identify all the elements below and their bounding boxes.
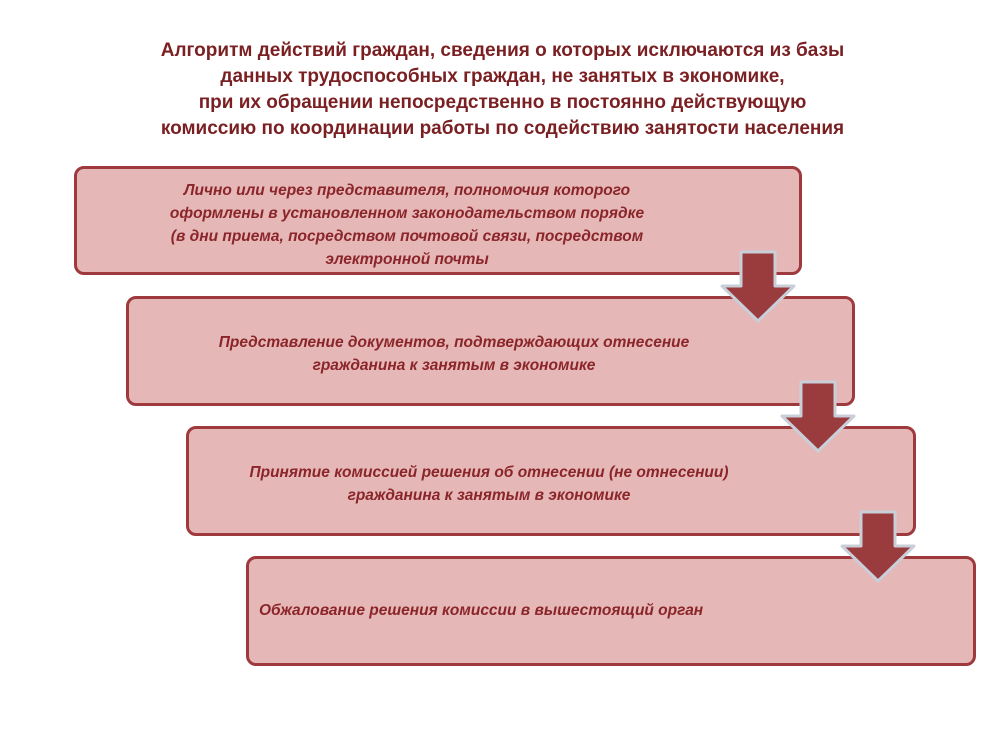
step-text bbox=[259, 599, 703, 622]
step-text bbox=[129, 331, 779, 377]
step-text-line: гражданина к занятым в экономике bbox=[347, 487, 631, 504]
title-line: Алгоритм действий граждан, сведения о которых исключаются из базы bbox=[160, 40, 845, 61]
down-arrow-icon bbox=[779, 380, 857, 454]
step-text-line: Представление документов, подтверждающих отнесение bbox=[218, 334, 690, 351]
step-text-line: электронной почты bbox=[325, 251, 489, 268]
step-text-line: Принятие комиссией решения об отнесении (не отнесении) bbox=[249, 464, 729, 481]
title-line: комиссию по координации работы по содействию занятости населения bbox=[160, 118, 845, 139]
title-line: данных трудоспособных граждан, не занятых в экономике, bbox=[220, 66, 785, 87]
down-arrow-icon bbox=[719, 250, 797, 324]
step-text bbox=[77, 179, 737, 271]
step-text-line: Обжалование решения комиссии в вышестоящий орган bbox=[259, 602, 704, 619]
down-arrow-icon bbox=[839, 510, 917, 584]
diagram-title bbox=[20, 38, 985, 142]
step-text bbox=[189, 461, 789, 507]
step-text-line: Лично или через представителя, полномочия которого bbox=[183, 182, 631, 199]
step-text-line: гражданина к занятым в экономике bbox=[312, 357, 596, 374]
title-line: при их обращении непосредственно в постоянно действующую bbox=[198, 92, 807, 113]
step-text-line: оформлены в установленном законодательством порядке bbox=[169, 205, 645, 222]
step-box-submission-method bbox=[74, 166, 802, 275]
step-text-line: (в дни приема, посредством почтовой связи, посредством bbox=[170, 228, 644, 245]
